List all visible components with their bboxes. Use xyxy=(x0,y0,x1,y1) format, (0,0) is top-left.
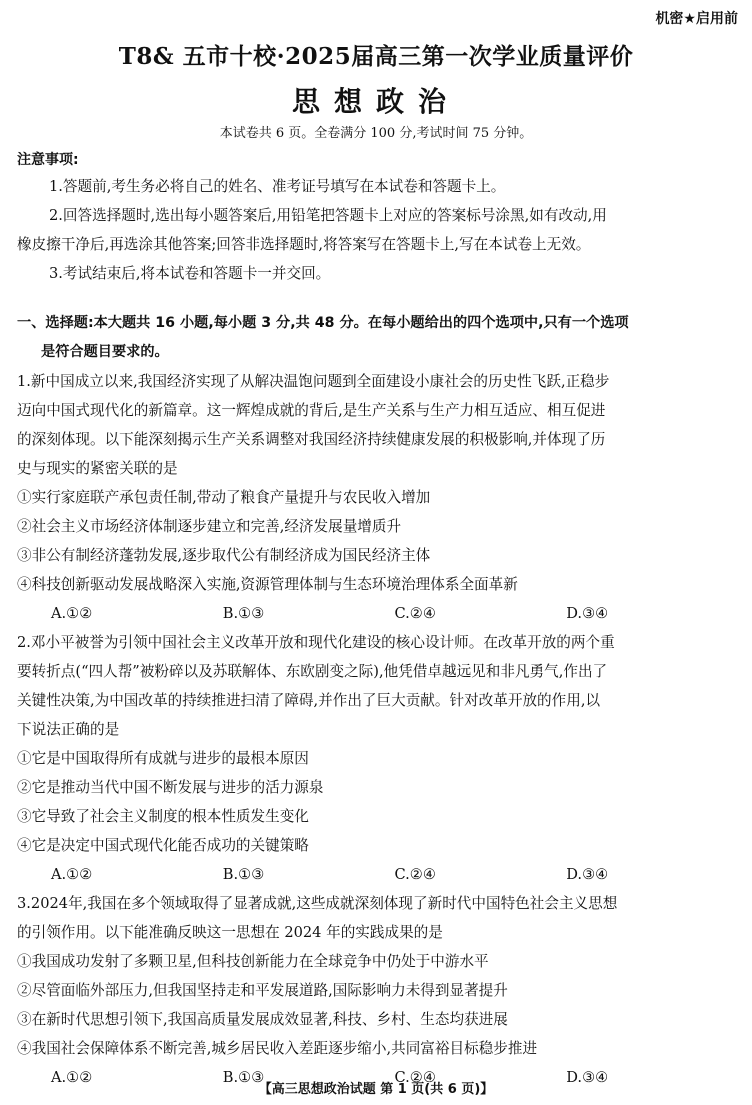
question-text: 1.新中国成立以来,我国经济实现了从解决温饱问题到全面建设小康社会的历史性飞跃,正稳步 xyxy=(17,373,610,390)
choice-c: C.②④ xyxy=(394,1069,436,1086)
page-footer: 【高三思想政治试题 第 1 页(共 6 页)】 xyxy=(258,1082,494,1097)
question-text: 2.邓小平被誉为引领中国社会主义改革开放和现代化建设的核心设计师。在改革开放的两个重 xyxy=(17,634,615,651)
choice-d: D.③④ xyxy=(566,866,609,883)
answer-choices xyxy=(17,860,738,889)
question-text: 的引领作用。以下能准确反映这一思想在 2024 年的实践成果的是 xyxy=(17,924,443,941)
answer-choices xyxy=(17,599,738,628)
choice-b: B.①③ xyxy=(222,1069,265,1086)
choice-a: A.①② xyxy=(51,605,93,622)
statement-option: ③在新时代思想引领下,我国高质量发展成效显著,科技、乡村、生态均获进展 xyxy=(17,1011,508,1028)
statement-option: ①它是中国取得所有成就与进步的最根本原因 xyxy=(17,750,309,767)
notice-line: 3.考试结束后,将本试卷和答题卡一并交回。 xyxy=(49,265,331,282)
statement-option: ②尽管面临外部压力,但我国坚持走和平发展道路,国际影响力未得到显著提升 xyxy=(17,982,508,999)
question-1 xyxy=(17,367,738,628)
statement-option: ④我国社会保障体系不断完善,城乡居民收入差距逐步缩小,共同富裕目标稳步推进 xyxy=(17,1040,538,1057)
section-heading-cont: 是符合题目要求的。 xyxy=(41,344,169,360)
question-3 xyxy=(17,889,738,1092)
notice-heading: 注意事项: xyxy=(17,152,79,168)
confidential-label: 机密★启用前 xyxy=(655,11,738,27)
statement-option: ③非公有制经济蓬勃发展,逐步取代公有制经济成为国民经济主体 xyxy=(17,547,431,564)
choice-a: A.①② xyxy=(51,866,93,883)
notice-line: 橡皮擦干净后,再选涂其他答案;回答非选择题时,将答案写在答题卡上,写在本试卷上无效。 xyxy=(17,236,591,253)
exam-meta: 本试卷共 6 页。全卷满分 100 分,考试时间 75 分钟。 xyxy=(219,126,533,141)
section-heading: 一、选择题:本大题共 16 小题,每小题 3 分,共 48 分。在每小题给出的四个选项中,只有一个选项 xyxy=(17,315,629,331)
choice-d: D.③④ xyxy=(566,1069,609,1086)
statement-option: ④科技创新驱动发展战略深入实施,资源管理体制与生态环境治理体系全面革新 xyxy=(17,576,518,593)
spacer xyxy=(17,288,738,309)
question-text: 史与现实的紧密关联的是 xyxy=(17,460,178,477)
statement-option: ②社会主义市场经济体制逐步建立和完善,经济发展量增质升 xyxy=(17,518,402,535)
statement-option: ②它是推动当代中国不断发展与进步的活力源泉 xyxy=(17,779,324,796)
statement-option: ③它导致了社会主义制度的根本性质发生变化 xyxy=(17,808,309,825)
statement-option: ①我国成功发射了多颗卫星,但科技创新能力在全球竞争中仍处于中游水平 xyxy=(17,953,489,970)
choice-b: B.①③ xyxy=(222,866,265,883)
choice-b: B.①③ xyxy=(222,605,265,622)
statement-option: ①实行家庭联产承包责任制,带动了粮食产量提升与农民收入增加 xyxy=(17,489,431,506)
question-text: 3.2024年,我国在多个领域取得了显著成就,这些成就深刻体现了新时代中国特色社会主义思想 xyxy=(17,895,618,912)
question-text: 要转折点(“四人帮”被粉碎以及苏联解体、东欧剧变之际),他凭借卓越远见和非凡勇气,作出了 xyxy=(17,663,608,680)
choice-c: C.②④ xyxy=(394,605,436,622)
statement-option: ④它是决定中国式现代化能否成功的关键策略 xyxy=(17,837,309,854)
subject-title: 思想政治 xyxy=(291,85,460,118)
page-content xyxy=(17,148,738,1092)
choice-d: D.③④ xyxy=(566,605,609,622)
exam-title: T8& 五市十校·2025届高三第一次学业质量评价 xyxy=(118,43,634,70)
question-text: 迈向中国式现代化的新篇章。这一辉煌成就的背后,是生产关系与生产力相互适应、相互促进 xyxy=(17,402,606,419)
notice-line: 1.答题前,考生务必将自己的姓名、准考证号填写在本试卷和答题卡上。 xyxy=(49,178,506,195)
question-2 xyxy=(17,628,738,889)
choice-a: A.①② xyxy=(51,1069,93,1086)
question-text: 关键性决策,为中国改革的持续推进扫清了障碍,并作出了巨大贡献。针对改革开放的作用,以 xyxy=(17,692,601,709)
notice-line: 2.回答选择题时,选出每小题答案后,用铅笔把答题卡上对应的答案标号涂黑,如有改动,用 xyxy=(49,207,607,224)
question-text: 下说法正确的是 xyxy=(17,721,120,738)
choice-c: C.②④ xyxy=(394,866,436,883)
question-text: 的深刻体现。以下能深刻揭示生产关系调整对我国经济持续健康发展的积极影响,并体现了历 xyxy=(17,431,606,448)
